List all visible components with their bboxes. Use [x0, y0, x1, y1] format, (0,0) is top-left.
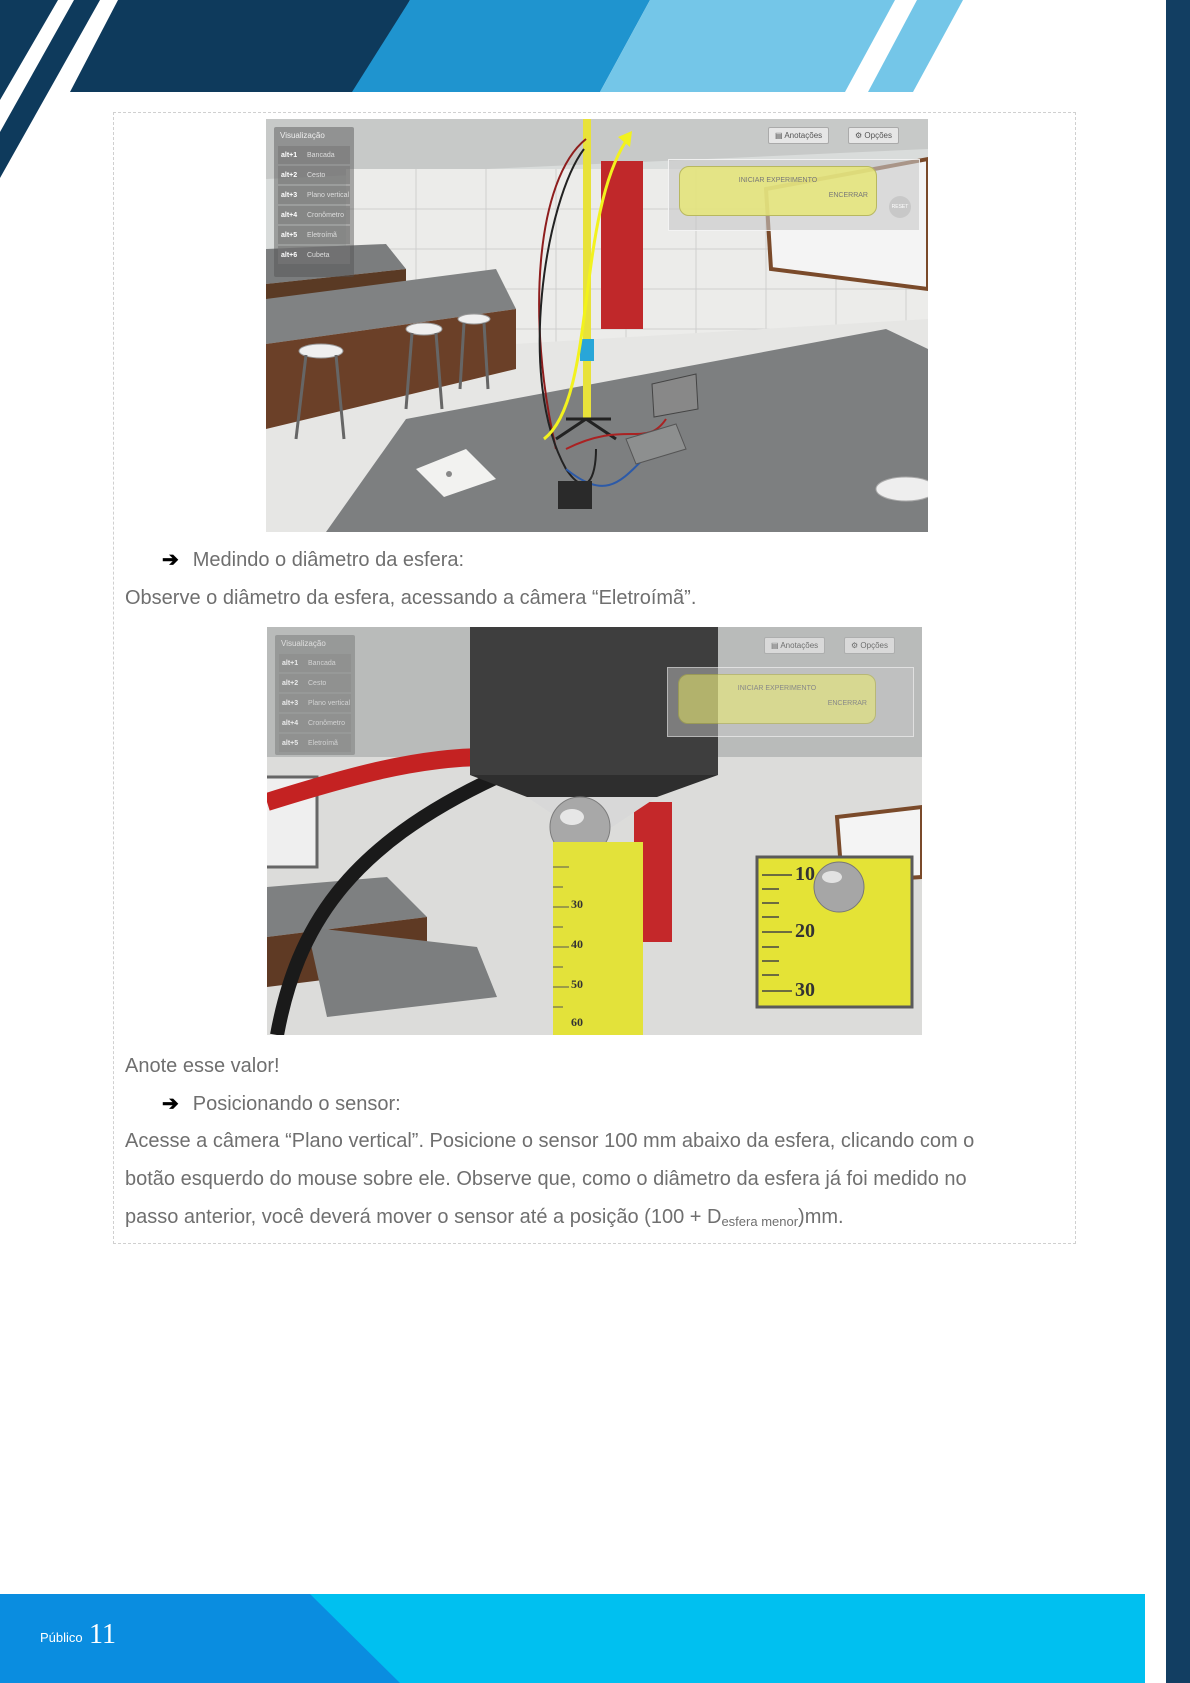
arrow-right-icon: ➔ [162, 1093, 179, 1115]
camera-option[interactable] [279, 714, 351, 732]
figure-electromagnet-screenshot [267, 627, 922, 1035]
ruler-tick-label: 50 [571, 977, 583, 991]
camera-label: Bancada [307, 151, 335, 159]
experiment-panel [668, 159, 920, 231]
notes-icon: ▤ [771, 641, 781, 650]
notes-button[interactable] [764, 637, 825, 654]
camera-shortcut: alt+6 [281, 251, 298, 259]
start-experiment-label: INICIAR EXPERIMENTO [737, 685, 817, 692]
camera-label: Cubeta [307, 251, 330, 259]
page-number: 11 [89, 1619, 116, 1650]
camera-label: Eletroímã [308, 739, 338, 747]
camera-shortcut: alt+1 [282, 659, 299, 667]
camera-shortcut: alt+3 [282, 699, 299, 707]
camera-option[interactable] [278, 166, 350, 184]
line3-tail: )mm. [798, 1206, 844, 1228]
right-margin-line [1162, 0, 1166, 1683]
inset-tick-label: 30 [795, 979, 815, 1001]
notes-button[interactable] [768, 127, 829, 144]
notes-label: Anotações [780, 641, 819, 650]
camera-shortcut: alt+5 [281, 231, 298, 239]
camera-option[interactable] [279, 734, 351, 752]
options-button[interactable] [848, 127, 899, 144]
figure-lab-bench-screenshot [266, 119, 928, 532]
start-experiment-button[interactable] [679, 166, 877, 216]
camera-option[interactable] [278, 226, 350, 244]
bullet-text: Medindo o diâmetro da esfera: [192, 549, 465, 571]
header-band-light [600, 0, 895, 92]
subscript-esfera-menor: esfera menor [721, 1214, 799, 1229]
notes-label: Anotações [784, 131, 823, 140]
camera-shortcut: alt+5 [282, 739, 299, 747]
gear-icon: ⚙ [851, 641, 861, 650]
ruler-tick-label: 60 [571, 1015, 583, 1029]
camera-label: Cesto [308, 679, 327, 687]
line3-text: passo anterior, você deverá mover o sensor até a posição (100 + D [125, 1206, 722, 1228]
arrow-right-icon: ➔ [162, 549, 179, 571]
header-band-dark [70, 0, 410, 92]
camera-shortcut: alt+3 [281, 191, 298, 199]
camera-label: Bancada [308, 659, 336, 667]
camera-option[interactable] [279, 674, 351, 692]
experiment-panel [667, 667, 914, 737]
camera-shortcut: alt+1 [281, 151, 298, 159]
finish-label: ENCERRAR [827, 700, 867, 707]
start-experiment-button[interactable] [678, 674, 876, 724]
camera-label: Cronômetro [307, 211, 344, 219]
camera-label: Cesto [307, 171, 326, 179]
paragraph-note-value: Anote esse valor! [125, 1055, 280, 1077]
finish-label: ENCERRAR [828, 192, 868, 199]
bullet-positioning-sensor [162, 1085, 401, 1123]
notes-icon: ▤ [775, 131, 785, 140]
start-experiment-label: INICIAR EXPERIMENTO [738, 177, 818, 184]
camera-label: Eletroímã [307, 231, 337, 239]
camera-shortcut: alt+4 [282, 719, 299, 727]
camera-option[interactable] [278, 186, 350, 204]
footer-banner [0, 1594, 1145, 1683]
footer-classification-label: Público [40, 1630, 83, 1645]
paragraph-sensor-line3 [125, 1198, 844, 1241]
camera-shortcut: alt+2 [282, 679, 299, 687]
camera-label: Plano vertical [307, 191, 350, 199]
camera-panel-title: Visualização [280, 131, 325, 140]
camera-option[interactable] [278, 146, 350, 164]
camera-option[interactable] [278, 206, 350, 224]
camera-option[interactable] [278, 246, 350, 264]
camera-option[interactable] [279, 654, 351, 672]
camera-shortcut: alt+2 [281, 171, 298, 179]
ruler-tick-label: 40 [571, 937, 583, 951]
camera-panel [275, 635, 355, 755]
camera-option[interactable] [279, 694, 351, 712]
inset-tick-label: 10 [795, 863, 815, 885]
bullet-measuring-diameter [162, 541, 464, 579]
gear-icon: ⚙ [855, 131, 865, 140]
paragraph-observe: Observe o diâmetro da esfera, acessando a câmera “Eletroímã”. [125, 587, 697, 609]
options-button[interactable] [844, 637, 895, 654]
paragraph-sensor-line2: botão esquerdo do mouse sobre ele. Observe que, como o diâmetro da esfera já foi medido no [125, 1168, 967, 1190]
paragraph-sensor-line1: Acesse a câmera “Plano vertical”. Posicione o sensor 100 mm abaixo da esfera, clicando com o [125, 1130, 975, 1152]
camera-label: Plano vertical [308, 699, 351, 707]
ruler-tick-label: 30 [571, 897, 583, 911]
camera-label: Cronômetro [308, 719, 345, 727]
options-label: Opções [860, 641, 888, 650]
yellow-ruler [553, 842, 643, 1035]
reset-button[interactable]: RESET [889, 196, 911, 218]
options-label: Opções [864, 131, 892, 140]
camera-panel [274, 127, 354, 277]
camera-shortcut: alt+4 [281, 211, 298, 219]
bullet-text: Posicionando o sensor: [192, 1093, 401, 1115]
right-margin-bar [1166, 0, 1190, 1683]
inset-tick-label: 20 [795, 920, 815, 942]
camera-panel-title: Visualização [281, 639, 326, 648]
